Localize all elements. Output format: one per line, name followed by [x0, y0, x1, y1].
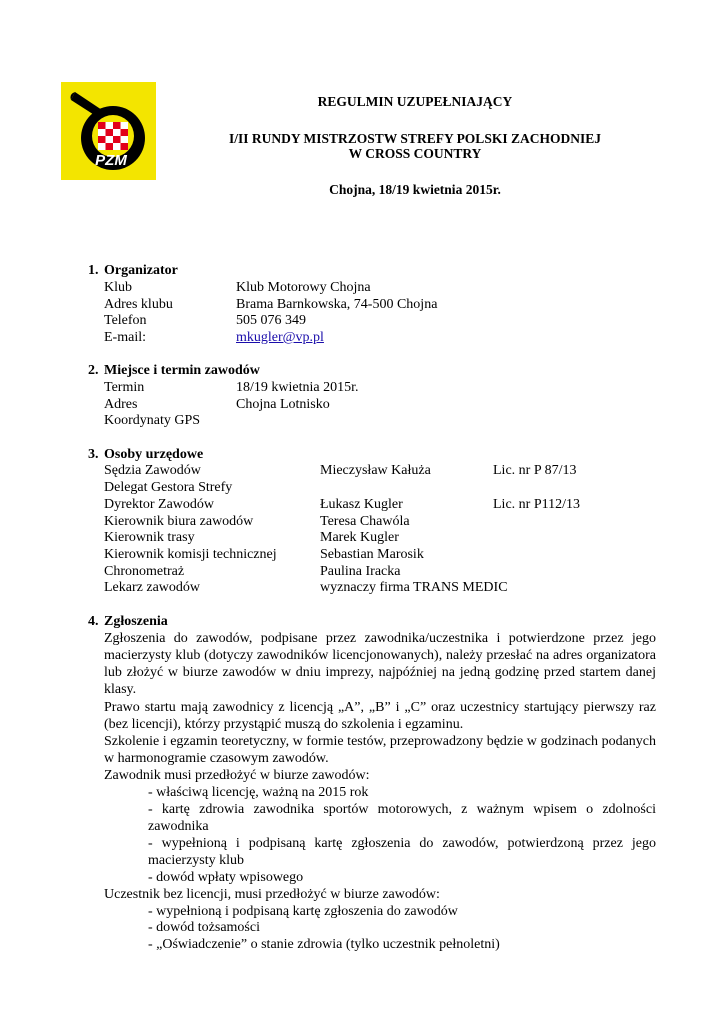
official-name: Łukasz Kugler [320, 497, 403, 512]
official-role: Kierownik biura zawodów [104, 514, 254, 529]
section-4-number: 4. [88, 614, 99, 629]
doc-subtitle-line2: W CROSS COUNTRY [348, 146, 482, 161]
official-role: Dyrektor Zawodów [104, 497, 215, 512]
logo-text: PZM [95, 152, 127, 169]
official-role: Chronometraż [104, 564, 185, 579]
list-item: - dowód wpłaty wpisowego [148, 870, 304, 885]
venue-value-address: Chojna Lotnisko [236, 397, 330, 412]
section-3-title: Osoby urzędowe [104, 447, 204, 462]
list-item: - właściwą licencję, ważną na 2015 rok [148, 785, 369, 800]
section-4-title: Zgłoszenia [104, 614, 168, 629]
entries-paragraph-3: Szkolenie i egzamin teoretyczny, w formie testów, przeprowadzony będzie w godzinach podanych w harmonogramie czasowym zawodów. [104, 734, 656, 767]
venue-label-date: Termin [104, 380, 145, 395]
entries-paragraph-2: Prawo startu mają zawodnicy z licencją „A”, „B” i „C” oraz uczestnicy startujący pierwszy raz (bez licencji), którzy przystąpić muszą do szkolenia i egzaminu. [104, 700, 656, 733]
official-role: Kierownik komisji technicznej [104, 547, 277, 562]
official-role: Kierownik trasy [104, 530, 195, 545]
organizer-email-link[interactable]: mkugler@vp.pl [236, 330, 324, 345]
official-license: Lic. nr P112/13 [493, 497, 580, 512]
organizer-value-address: Brama Barnkowska, 74-500 Chojna [236, 297, 438, 312]
official-name: Mieczysław Kałuża [320, 463, 431, 478]
organizer-value-club: Klub Motorowy Chojna [236, 280, 371, 295]
list-item: - „Oświadczenie” o stanie zdrowia (tylko uczestnik pełnoletni) [148, 937, 500, 952]
section-1-number: 1. [88, 263, 99, 278]
doc-place-date: Chojna, 18/19 kwietnia 2015r. [329, 182, 501, 197]
section-2-number: 2. [88, 363, 99, 378]
list-item: - dowód tożsamości [148, 920, 260, 935]
list-item: - wypełnioną i podpisaną kartę zgłoszenia do zawodów [148, 904, 458, 919]
organizer-label-phone: Telefon [104, 313, 147, 328]
official-name: Paulina Iracka [320, 564, 401, 579]
entries-paragraph-1: Zgłoszenia do zawodów, podpisane przez zawodnika/uczestnika i potwierdzone przez jego macierzysty klub (dotyczy zawodników licencjonowanych), należy przesłać na adres organizatora lub złożyć w biurze zawodów w dniu imprezy, najpóźniej na jedną godzinę przed startem danej klasy. [104, 631, 656, 698]
organizer-label-address: Adres klubu [104, 297, 173, 312]
venue-label-gps: Koordynaty GPS [104, 413, 201, 428]
entries-paragraph-4: Zawodnik musi przedłożyć w biurze zawodów: [104, 768, 370, 783]
doc-title: REGULMIN UZUPEŁNIAJĄCY [317, 94, 513, 109]
list-item: - wypełnioną i podpisaną kartę zgłoszenia do zawodów, potwierdzoną przez jego macierzysty klub [148, 836, 656, 869]
official-name: Sebastian Marosik [320, 547, 424, 562]
section-2-title: Miejsce i termin zawodów [104, 363, 260, 378]
pzm-logo-graphic [61, 82, 156, 180]
official-role: Lekarz zawodów [104, 580, 201, 595]
section-3-number: 3. [88, 447, 99, 462]
organizer-value-phone: 505 076 349 [236, 313, 306, 328]
section-1-title: Organizator [104, 263, 178, 278]
list-item: - kartę zdrowia zawodnika sportów motorowych, z ważnym wpisem o zdolności zawodnika [148, 802, 656, 835]
doc-subtitle-line1: I/II RUNDY MISTRZOSTW STREFY POLSKI ZACHODNIEJ [229, 131, 601, 146]
organizer-label-email: E-mail: [104, 330, 146, 345]
official-name: wyznaczy firma TRANS MEDIC [320, 580, 508, 595]
official-license: Lic. nr P 87/13 [493, 463, 577, 478]
pzm-logo [61, 82, 156, 180]
official-name: Marek Kugler [320, 530, 399, 545]
organizer-label-club: Klub [104, 280, 132, 295]
official-name: Teresa Chawóla [320, 514, 410, 529]
venue-label-address: Adres [104, 397, 138, 412]
entries-paragraph-5: Uczestnik bez licencji, musi przedłożyć w biurze zawodów: [104, 887, 440, 902]
official-role: Delegat Gestora Strefy [104, 480, 233, 495]
venue-value-date: 18/19 kwietnia 2015r. [236, 380, 359, 395]
official-role: Sędzia Zawodów [104, 463, 201, 478]
